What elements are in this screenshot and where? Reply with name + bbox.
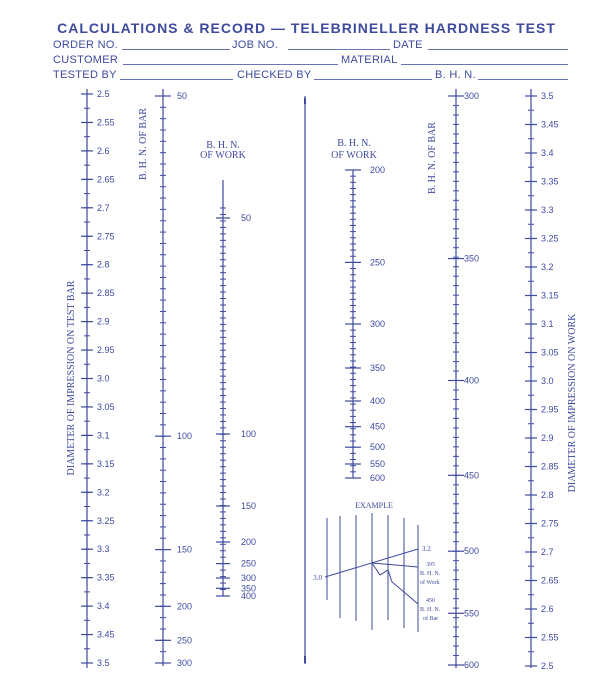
bhn-work-left-tick-label: 300 — [241, 573, 257, 583]
bhn-bar-tick-label: 300 — [177, 658, 193, 668]
dia-work-axis-title: DIAMETER OF IMPRESSION ON WORK — [567, 313, 578, 493]
bhn-work-mid-tick-label: 500 — [370, 442, 386, 453]
example-bar-label-1: B. H. N. — [420, 607, 441, 613]
job-no-label: JOB NO. — [232, 39, 279, 51]
bhn-work-left-tick-label: 100 — [241, 429, 257, 439]
bhn-work-mid-tick-label: 450 — [370, 421, 386, 432]
dia-bar-tick-label: 3.15 — [97, 458, 115, 469]
dia-work-tick-label: 2.8 — [541, 490, 554, 500]
dia-work-tick-label: 3.1 — [541, 319, 554, 329]
dia-bar-tick-label: 3.25 — [97, 515, 115, 526]
dia-bar-tick-label: 2.75 — [97, 231, 115, 242]
bhn-bar-right-tick-label: 300 — [464, 91, 480, 101]
dia-work-tick-label: 2.65 — [541, 575, 559, 586]
bhn-work-left-tick-label: 250 — [241, 558, 257, 569]
bhn-bar-right-axis-title: B. H. N. OF BAR — [427, 122, 438, 194]
date-label: DATE — [393, 39, 423, 51]
example-work-value: 395 — [426, 562, 435, 568]
bhn-bar-tick-label: 250 — [177, 635, 193, 646]
bhn-bar-right-tick-label: 600 — [464, 660, 480, 670]
bhn-bar-right-tick-label: 350 — [464, 253, 480, 264]
bhn-work-mid-tick-label: 300 — [370, 319, 386, 329]
dia-work-tick-label: 3.0 — [541, 376, 554, 386]
dia-work-tick-label: 3.3 — [541, 205, 554, 215]
dia-work-tick-label: 3.5 — [541, 91, 554, 101]
bhn-work-left-tick-label: 150 — [241, 501, 257, 511]
bhn-bar-right-tick-label: 400 — [464, 375, 480, 386]
bhn-bar-right-tick-label: 550 — [464, 608, 480, 619]
checked-by-label: CHECKED BY — [237, 69, 312, 81]
dia-work-tick-label: 2.7 — [541, 547, 554, 557]
dia-work-tick-label: 3.45 — [541, 119, 559, 130]
bhn-work-mid-tick-label: 250 — [370, 257, 386, 268]
dia-bar-tick-label: 2.8 — [97, 259, 110, 270]
bhn-work-left-tick-label: 350 — [241, 583, 257, 594]
dia-bar-tick-label: 3.45 — [97, 629, 115, 640]
bhn-bar-tick-label: 150 — [177, 544, 193, 555]
bhn-work-left-title-line1: B. H. N. — [206, 140, 240, 151]
dia-bar-tick-label: 2.7 — [97, 202, 110, 213]
dia-bar-tick-label: 2.95 — [97, 345, 115, 356]
dia-bar-tick-label: 3.2 — [97, 487, 110, 498]
bhn-label: B. H. N. — [435, 69, 476, 81]
bhn-work-left-tick-label: 200 — [241, 537, 257, 547]
dia-work-tick-label: 3.05 — [541, 347, 559, 358]
example-result-path — [372, 563, 418, 604]
bhn-bar-axis-title: B. H. N. OF BAR — [138, 108, 149, 180]
dia-work-tick-label: 2.5 — [541, 661, 554, 671]
dia-bar-tick-label: 2.5 — [97, 89, 110, 99]
form-title: CALCULATIONS & RECORD — TELEBRINELLER HARDNESS TEST — [57, 20, 556, 36]
bhn-work-mid-tick-label: 200 — [370, 165, 386, 175]
dia-bar-tick-label: 2.85 — [97, 288, 115, 299]
example-left-value: 3.0 — [313, 574, 322, 582]
dia-bar-axis-title: DIAMETER OF IMPRESSION ON TEST BAR — [66, 280, 77, 476]
material-label: MATERIAL — [341, 54, 398, 66]
bhn-work-mid-title-line2: OF WORK — [331, 150, 377, 161]
order-no-label: ORDER NO. — [53, 39, 119, 51]
dia-bar-tick-label: 2.9 — [97, 316, 110, 327]
dia-work-tick-label: 3.25 — [541, 233, 559, 244]
bhn-bar-tick-label: 200 — [177, 601, 193, 612]
dia-work-tick-label: 2.85 — [541, 461, 559, 472]
bhn-work-mid-tick-label: 600 — [370, 473, 386, 483]
dia-work-tick-label: 2.9 — [541, 433, 554, 443]
example-bar-label-2: of Bar — [423, 616, 439, 622]
example-title: EXAMPLE — [355, 501, 393, 510]
dia-work-tick-label: 2.6 — [541, 604, 554, 614]
bhn-bar-right-tick-label: 500 — [464, 546, 480, 557]
dia-bar-tick-label: 3.4 — [97, 601, 110, 612]
dia-bar-tick-label: 2.55 — [97, 117, 115, 128]
bhn-work-left-tick-label: 50 — [241, 213, 252, 223]
bhn-work-mid-tick-label: 550 — [370, 459, 386, 469]
bhn-bar-tick-label: 100 — [177, 431, 193, 442]
dia-bar-tick-label: 2.65 — [97, 174, 115, 185]
dia-work-tick-label: 2.75 — [541, 518, 559, 529]
example-connector-line — [372, 563, 418, 567]
dia-bar-tick-label: 3.3 — [97, 544, 110, 555]
dia-work-tick-label: 3.15 — [541, 290, 559, 301]
tested-by-label: TESTED BY — [53, 69, 117, 81]
example-work-label-2: of Work — [420, 580, 440, 586]
dia-bar-tick-label: 3.1 — [97, 430, 110, 441]
bhn-bar-tick-label: 50 — [177, 91, 188, 101]
dia-work-tick-label: 3.35 — [541, 176, 559, 187]
bhn-bar-right-tick-label: 450 — [464, 470, 480, 481]
dia-bar-tick-label: 3.05 — [97, 401, 115, 412]
dia-work-tick-label: 3.4 — [541, 148, 554, 158]
bhn-work-mid-tick-label: 400 — [370, 396, 386, 406]
bhn-work-left-title-line2: OF WORK — [200, 150, 246, 161]
dia-bar-tick-label: 3.0 — [97, 373, 110, 384]
customer-label: CUSTOMER — [53, 54, 119, 66]
example-work-label-1: B. H. N. — [420, 571, 441, 577]
dia-work-tick-label: 2.95 — [541, 404, 559, 415]
example-right-value: 3.2 — [422, 545, 431, 553]
dia-work-tick-label: 2.55 — [541, 632, 559, 643]
dia-bar-tick-label: 3.35 — [97, 572, 115, 583]
dia-bar-tick-label: 3.5 — [97, 658, 110, 668]
dia-work-tick-label: 3.2 — [541, 262, 554, 272]
dia-bar-tick-label: 2.6 — [97, 145, 110, 156]
bhn-work-mid-title-line1: B. H. N. — [337, 138, 371, 149]
example-bar-value: 450 — [426, 598, 435, 604]
bhn-work-left-tick-label: 400 — [241, 591, 257, 601]
bhn-work-mid-tick-label: 350 — [370, 363, 386, 373]
